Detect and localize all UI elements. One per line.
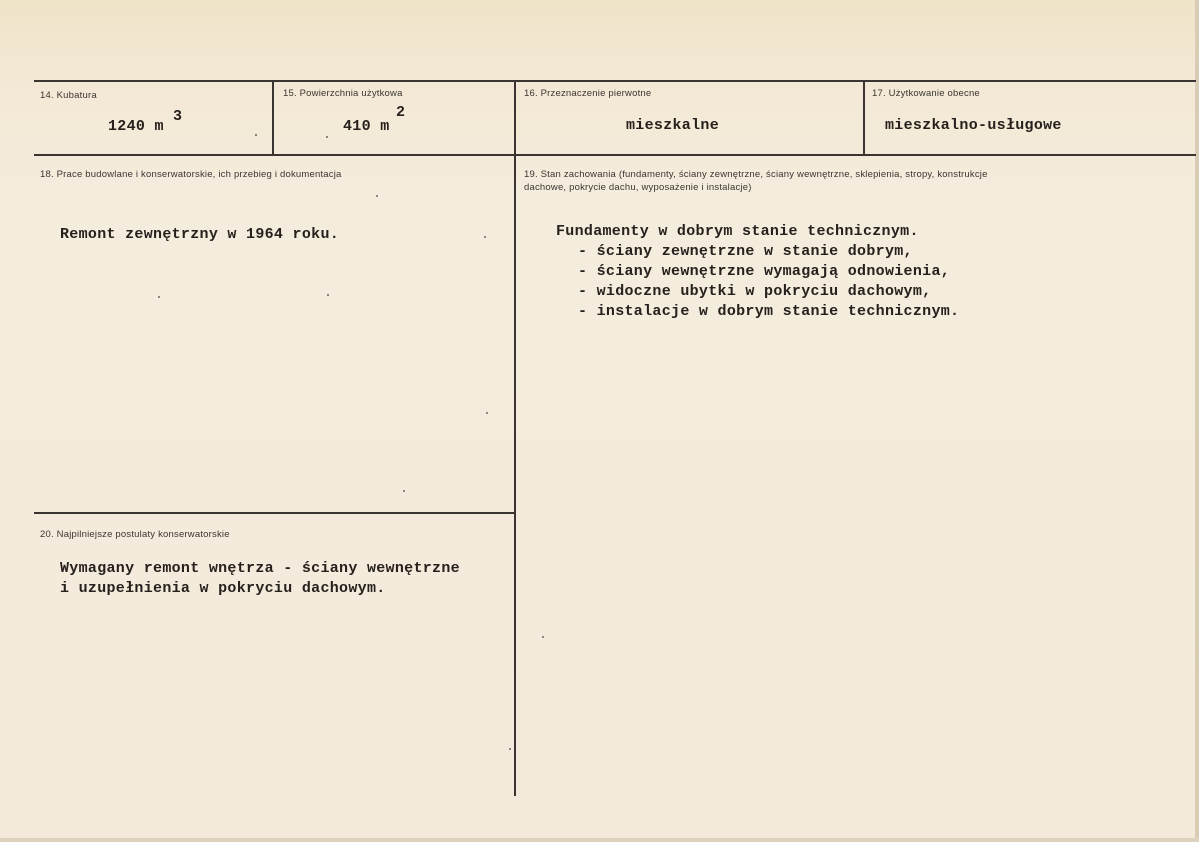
- rule-row1-bottom: [34, 154, 1196, 156]
- sheet-edge-right: [1195, 0, 1199, 842]
- field-14-value: 1240 m: [108, 118, 164, 135]
- field-19-text: [556, 222, 959, 322]
- field-19-line: - widoczne ubytki w pokryciu dachowym,: [578, 283, 932, 300]
- rule-col2: [514, 80, 516, 796]
- rule-row2-bottom: [34, 512, 514, 514]
- field-18-label: 18. Prace budowlane i konserwatorskie, ich przebieg i dokumentacja: [40, 169, 342, 180]
- field-20-line: i uzupełnienia w pokryciu dachowym.: [60, 580, 386, 597]
- field-14-label: 14. Kubatura: [40, 90, 97, 101]
- field-19-line: - ściany wewnętrzne wymagają odnowienia,: [578, 263, 951, 280]
- field-15-exponent: 2: [396, 104, 406, 121]
- field-15-label: 15. Powierzchnia użytkowa: [283, 88, 403, 99]
- field-17-value: mieszkalno-usługowe: [885, 117, 1062, 134]
- paper-speck: [509, 748, 511, 750]
- rule-top: [34, 80, 1196, 82]
- field-15-value: 410 m: [343, 118, 390, 135]
- rule-col3: [863, 80, 865, 156]
- field-18-value: Remont zewnętrzny w 1964 roku.: [60, 226, 340, 243]
- paper-speck: [486, 412, 488, 414]
- paper-speck: [376, 195, 378, 197]
- field-17-label: 17. Użytkowanie obecne: [872, 88, 980, 99]
- sheet-edge-bottom: [0, 838, 1199, 842]
- field-16-value: mieszkalne: [626, 117, 720, 134]
- paper-speck: [255, 134, 257, 136]
- field-16-label: 16. Przeznaczenie pierwotne: [524, 88, 652, 99]
- field-14-exponent: 3: [173, 108, 183, 125]
- rule-col1: [272, 80, 274, 156]
- field-19-line: - instalacje w dobrym stanie technicznym.: [578, 303, 960, 320]
- field-20-line: Wymagany remont wnętrza - ściany wewnętrzne: [60, 560, 460, 577]
- paper-speck: [403, 490, 405, 492]
- paper-speck: [326, 136, 328, 138]
- field-20-text: [60, 559, 460, 599]
- paper-speck: [484, 236, 486, 238]
- paper-speck: [158, 296, 160, 298]
- paper-speck: [327, 294, 329, 296]
- field-19-line: Fundamenty w dobrym stanie technicznym.: [556, 223, 919, 240]
- field-20-label: 20. Najpilniejsze postulaty konserwatorskie: [40, 529, 230, 540]
- paper-speck: [542, 636, 544, 638]
- field-19-line: - ściany zewnętrzne w stanie dobrym,: [578, 243, 913, 260]
- field-19-label: 19. Stan zachowania (fundamenty, ściany zewnętrzne, ściany wewnętrzne, sklepienia, stropy, konstrukcje dachowe, pokrycie dachu, wyposażenie i instalacje): [524, 169, 988, 193]
